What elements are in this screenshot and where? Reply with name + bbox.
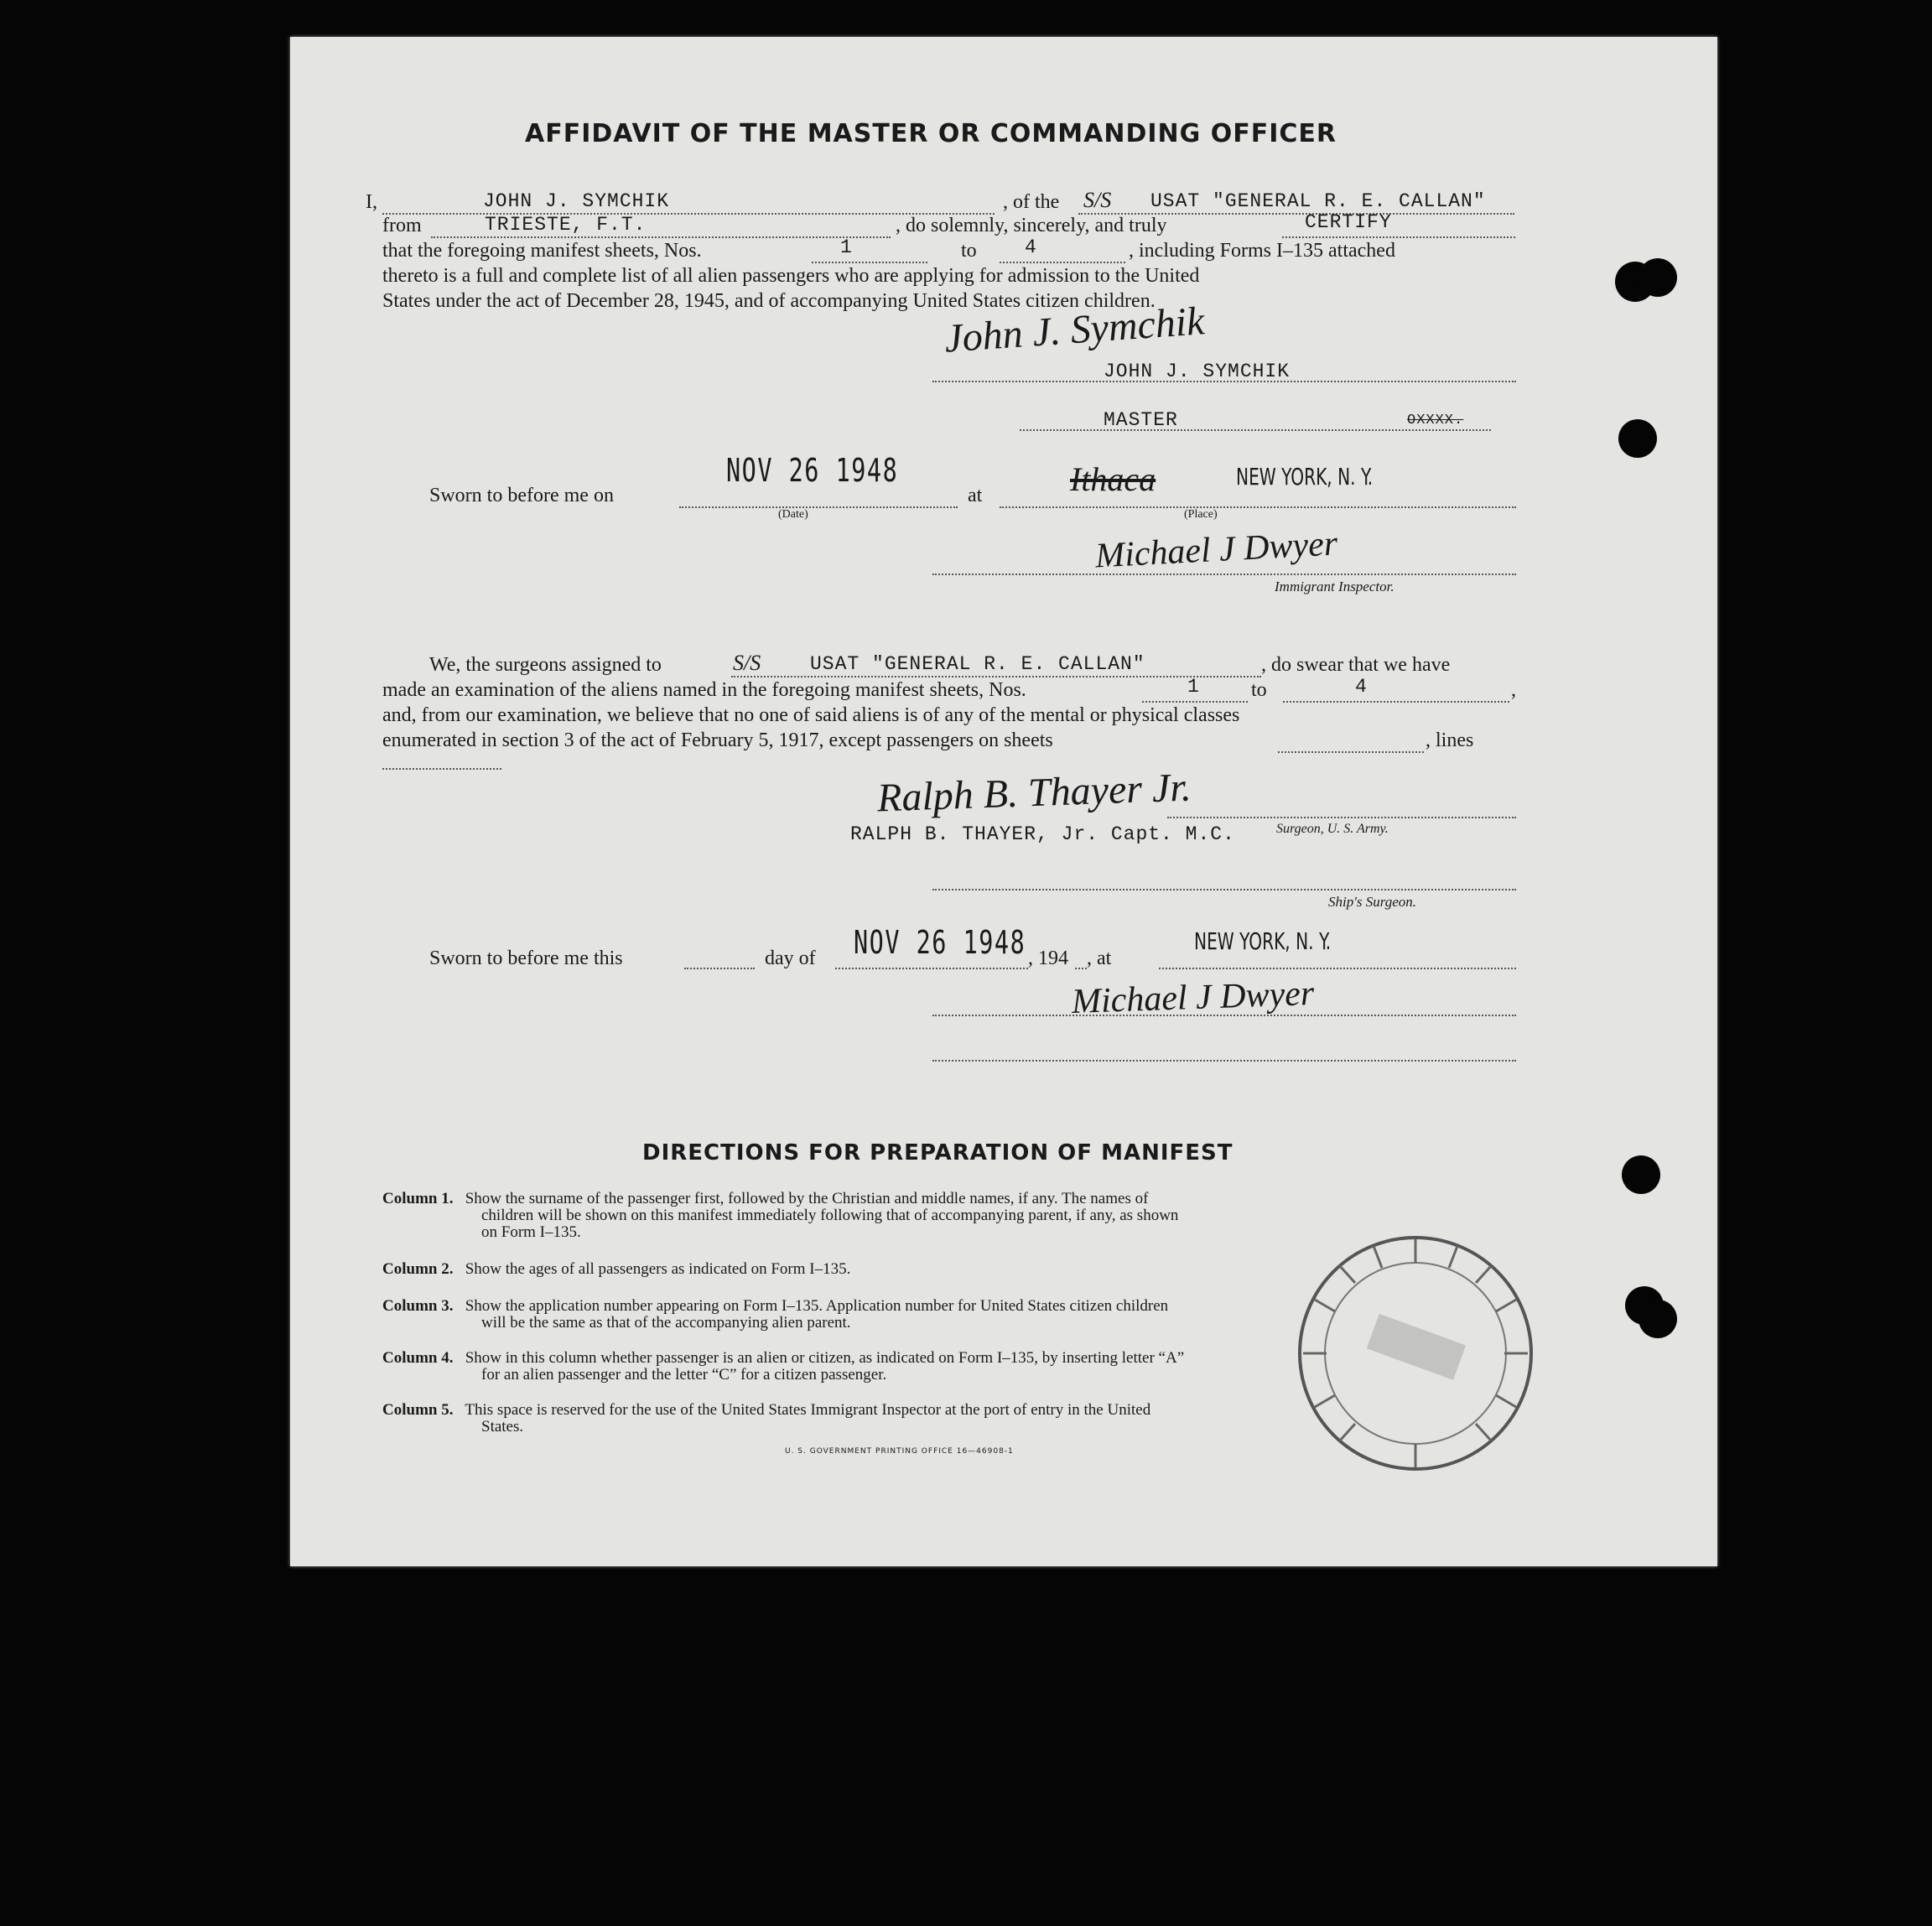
day-label: day of bbox=[765, 947, 816, 969]
line3-suffix: , including Forms I–135 attached bbox=[1129, 240, 1395, 262]
punch-hole-icon bbox=[1639, 258, 1677, 297]
sheet-from-line bbox=[812, 262, 927, 263]
sworn-label-2: Sworn to before me this bbox=[429, 947, 623, 969]
surgeons-line4-prefix: enumerated in section 3 of the act of February 5, 1917, except passengers on sheets bbox=[382, 729, 1053, 751]
certify-line bbox=[1282, 236, 1515, 238]
direction-label: Column 2. bbox=[382, 1260, 454, 1278]
place-stamp-2: NEW YORK, N. Y. bbox=[1194, 927, 1332, 955]
inspector-signature-2: Michael J Dwyer bbox=[1071, 973, 1315, 1022]
directions-title: DIRECTIONS FOR PREPARATION OF MANIFEST bbox=[642, 1140, 1233, 1165]
surgeons-line2-prefix: made an examination of the aliens named in the foregoing manifest sheets, Nos. bbox=[382, 679, 1026, 701]
inspector-caption: Immigrant Inspector. bbox=[1275, 579, 1394, 594]
inspector-line-2 bbox=[932, 1015, 1516, 1016]
rank-struck: OXXXX. bbox=[1407, 413, 1464, 428]
surgeons-sheets-exception-line bbox=[1278, 751, 1424, 753]
sworn-label-1: Sworn to before me on bbox=[429, 485, 614, 506]
place-line-1 bbox=[1000, 506, 1516, 508]
surgeons-line2-to: to bbox=[1251, 679, 1267, 701]
punch-hole-icon bbox=[1622, 1155, 1660, 1194]
direction-label: Column 4. bbox=[382, 1349, 454, 1367]
direction-text: Show the application number appearing on Form I–135. Application number for United States citizen children bbox=[465, 1297, 1169, 1315]
surgeons-lines-exception-line bbox=[382, 768, 501, 770]
surgeons-line4-suffix: , lines bbox=[1426, 729, 1474, 751]
place-struck: Ithaca bbox=[1070, 460, 1156, 498]
surgeons-intro: We, the surgeons assigned to bbox=[429, 654, 662, 676]
line3-prefix: that the foregoing manifest sheets, Nos. bbox=[382, 240, 702, 262]
direction-label: Column 3. bbox=[382, 1297, 454, 1315]
sheet-from-field: 1 bbox=[840, 236, 853, 258]
place-line-2 bbox=[1159, 968, 1516, 969]
surgeons-line3: and, from our examination, we believe that no one of said aliens is of any of the mental or physical classes bbox=[382, 704, 1240, 726]
direction-label: Column 1. bbox=[382, 1190, 454, 1207]
printing-office-note: U. S. GOVERNMENT PRINTING OFFICE 16—46908-1 bbox=[785, 1447, 1014, 1456]
master-signature: John J. Symchik bbox=[943, 299, 1207, 361]
sworn-date-stamp-2: NOV 26 1948 bbox=[854, 924, 1026, 961]
inspection-stamp-icon bbox=[1290, 1228, 1541, 1479]
sworn-date-stamp-1: NOV 26 1948 bbox=[726, 452, 899, 489]
direction-text: Show the surname of the passenger first, followed by the Christian and middle names, if any. The names of bbox=[465, 1190, 1149, 1207]
punch-hole-icon bbox=[1639, 1300, 1677, 1338]
direction-column-4 bbox=[382, 1350, 1184, 1384]
direction-text: children will be shown on this manifest immediately following that of accompanying parent, if any, as shown bbox=[481, 1207, 1179, 1224]
direction-text: on Form I–135. bbox=[481, 1223, 581, 1241]
inspector-line-3 bbox=[932, 1060, 1516, 1062]
sheet-to-line bbox=[1000, 262, 1125, 263]
surgeon-caption: Surgeon, U. S. Army. bbox=[1276, 822, 1389, 836]
direction-text: Show the ages of all passengers as indicated on Form I–135. bbox=[465, 1260, 851, 1278]
certify-field: CERTIFY bbox=[1305, 211, 1392, 233]
surgeons-sheet-from-line bbox=[1142, 701, 1248, 703]
place-stamp-1: NEW YORK, N. Y. bbox=[1236, 463, 1374, 491]
line1-prefix: I, bbox=[366, 191, 377, 213]
line5: States under the act of December 28, 1945, and of accompanying United States citizen children. bbox=[382, 290, 1156, 312]
sheet-to-field: 4 bbox=[1025, 236, 1037, 258]
inspector-signature-1: Michael J Dwyer bbox=[1093, 524, 1339, 576]
direction-column-5 bbox=[382, 1402, 1150, 1435]
surgeon-typed: RALPH B. THAYER, Jr. Capt. M.C. bbox=[850, 823, 1235, 845]
ships-surgeon-caption: Ship's Surgeon. bbox=[1328, 894, 1417, 910]
line4: thereto is a full and complete list of all alien passengers who are applying for admission to the United bbox=[382, 265, 1200, 287]
direction-text: This space is reserved for the use of the United States Immigrant Inspector at the port of entry in the United bbox=[465, 1401, 1151, 1419]
ships-surgeon-line bbox=[932, 889, 1516, 890]
master-signature-typed: JOHN J. SYMCHIK bbox=[1104, 361, 1291, 382]
direction-column-3 bbox=[382, 1298, 1168, 1332]
surgeon-signature: Ralph B. Thayer Jr. bbox=[876, 765, 1192, 821]
master-rank-line bbox=[1020, 429, 1491, 431]
line3-to: to bbox=[961, 240, 977, 262]
line2-mid: , do solemnly, sincerely, and truly bbox=[896, 215, 1167, 236]
inspector-line-1 bbox=[932, 574, 1516, 575]
surgeons-line2-suffix: , bbox=[1511, 679, 1516, 701]
master-rank: MASTER bbox=[1104, 409, 1178, 431]
date-caption: (Date) bbox=[778, 508, 808, 521]
sworn-day-line bbox=[684, 968, 755, 969]
surgeons-sheet-to-line bbox=[1283, 701, 1509, 703]
affidavit-sheet bbox=[290, 37, 1717, 1566]
master-name-field: JOHN J. SYMCHIK bbox=[483, 190, 670, 212]
surgeons-vessel-line bbox=[731, 676, 1261, 677]
surgeons-sheet-to: 4 bbox=[1355, 676, 1368, 698]
direction-text: for an alien passenger and the letter “C” for a citizen passenger. bbox=[481, 1366, 887, 1384]
surgeons-swear: , do swear that we have bbox=[1261, 654, 1451, 676]
line1-mid: , of the bbox=[1003, 191, 1060, 213]
vessel-type-handwritten: S/S bbox=[1083, 188, 1112, 212]
port-from-line bbox=[431, 236, 891, 238]
year-printed: , 194 bbox=[1028, 947, 1068, 969]
surgeons-vessel-name: USAT "GENERAL R. E. CALLAN" bbox=[810, 653, 1145, 675]
line2-prefix: from bbox=[382, 215, 422, 236]
direction-text: will be the same as that of the accompanying alien parent. bbox=[481, 1314, 851, 1332]
sworn-month-line bbox=[835, 968, 1028, 969]
master-signature-line bbox=[932, 381, 1516, 382]
direction-text: States. bbox=[481, 1418, 524, 1435]
place-caption: (Place) bbox=[1184, 508, 1218, 521]
direction-text: Show in this column whether passenger is an alien or citizen, as indicated on Form I–135, by inserting letter “A” bbox=[465, 1349, 1185, 1367]
surgeons-sheet-from: 1 bbox=[1187, 676, 1200, 698]
direction-column-1 bbox=[382, 1191, 1178, 1241]
sworn-date-line-1 bbox=[679, 506, 958, 508]
port-from-field: TRIESTE, F.T. bbox=[485, 214, 647, 236]
at-label-2: , at bbox=[1087, 947, 1112, 969]
surgeons-vessel-type: S/S bbox=[733, 651, 761, 675]
direction-label: Column 5. bbox=[382, 1401, 454, 1419]
at-label-1: at bbox=[968, 485, 983, 506]
punch-hole-icon bbox=[1618, 419, 1657, 458]
vessel-name-field: USAT "GENERAL R. E. CALLAN" bbox=[1150, 190, 1486, 212]
direction-column-2 bbox=[382, 1261, 850, 1278]
year-line bbox=[1075, 968, 1087, 969]
surgeon-signature-line bbox=[1167, 817, 1516, 818]
affidavit-title: AFFIDAVIT OF THE MASTER OR COMMANDING OFFICER bbox=[525, 119, 1337, 148]
